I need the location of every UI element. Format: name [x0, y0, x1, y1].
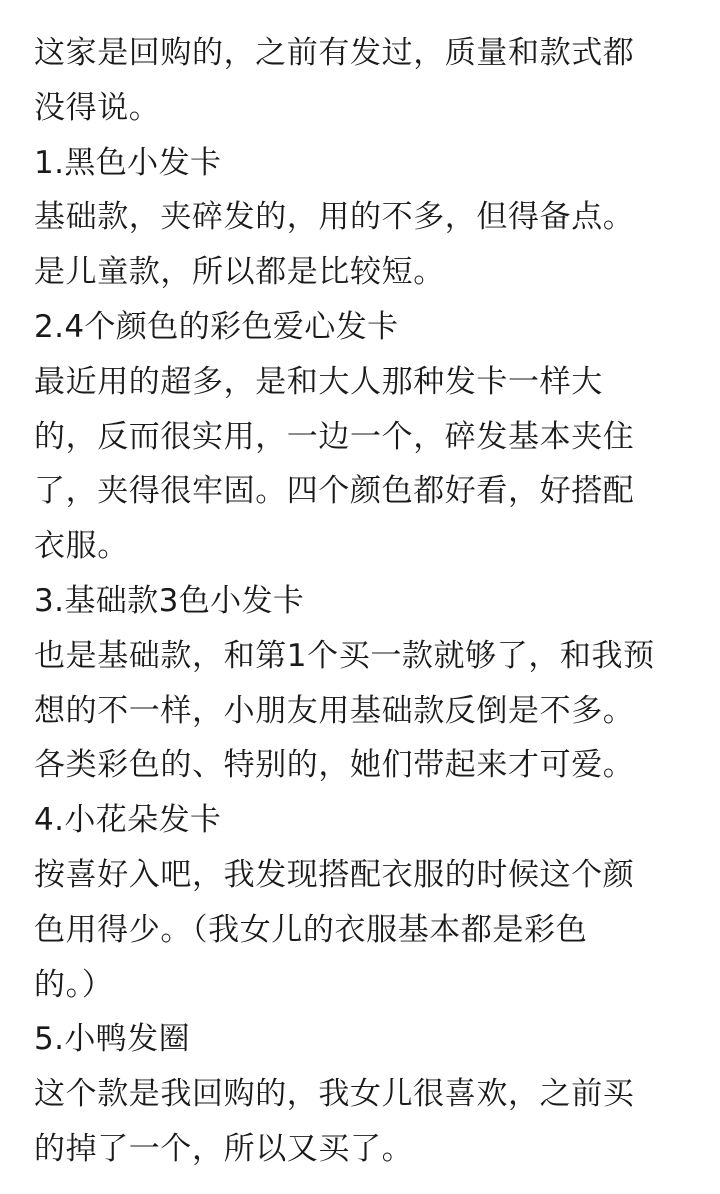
item-1-text-line-2: 是儿童款，所以都是比较短。: [34, 254, 445, 291]
item-4-text-line-1: 按喜好入吧，我发现搭配衣服的时候这个颜: [34, 856, 635, 893]
item-2-heading: 2.4个颜色的彩色爱心发卡: [34, 308, 399, 345]
item-5-text-line-1: 这个款是我回购的，我女儿很喜欢，之前买: [34, 1076, 635, 1113]
item-3-text-line-2: 想的不一样，小朋友用基础款反倒是不多。: [34, 692, 635, 729]
intro-line-2: 没得说。: [34, 89, 161, 126]
item-2-text-line-3: 了，夹得很牢固。四个颜色都好看，好搭配: [34, 473, 635, 510]
item-4-text-line-2: 色用得少。（我女儿的衣服基本都是彩色: [34, 911, 588, 948]
item-3-text-line-1: 也是基础款，和第1个买一款就够了，和我预: [34, 637, 655, 674]
item-2-text-line-4: 衣服。: [34, 528, 129, 565]
item-4-text-line-3: 的。）: [34, 966, 114, 1003]
item-1-heading: 1.黑色小发卡: [34, 144, 222, 181]
item-3-text-line-3: 各类彩色的、特别的，她们带起来才可爱。: [34, 747, 635, 784]
intro-line-1: 这家是回购的，之前有发过，质量和款式都: [34, 35, 635, 71]
item-3-heading: 3.基础款3色小发卡: [34, 582, 305, 619]
item-4-heading: 4.小花朵发卡: [34, 802, 222, 839]
item-2-text-line-1: 最近用的超多，是和大人那种发卡一样大: [34, 363, 603, 400]
item-5-heading: 5.小鸭发圈: [34, 1021, 190, 1058]
item-2-text-line-2: 的，反而很实用，一边一个，碎发基本夹住: [34, 418, 635, 455]
item-5-text-line-2: 的掉了一个，所以又买了。: [34, 1130, 414, 1167]
item-1-text-line-1: 基础款，夹碎发的，用的不多，但得备点。: [34, 199, 635, 236]
